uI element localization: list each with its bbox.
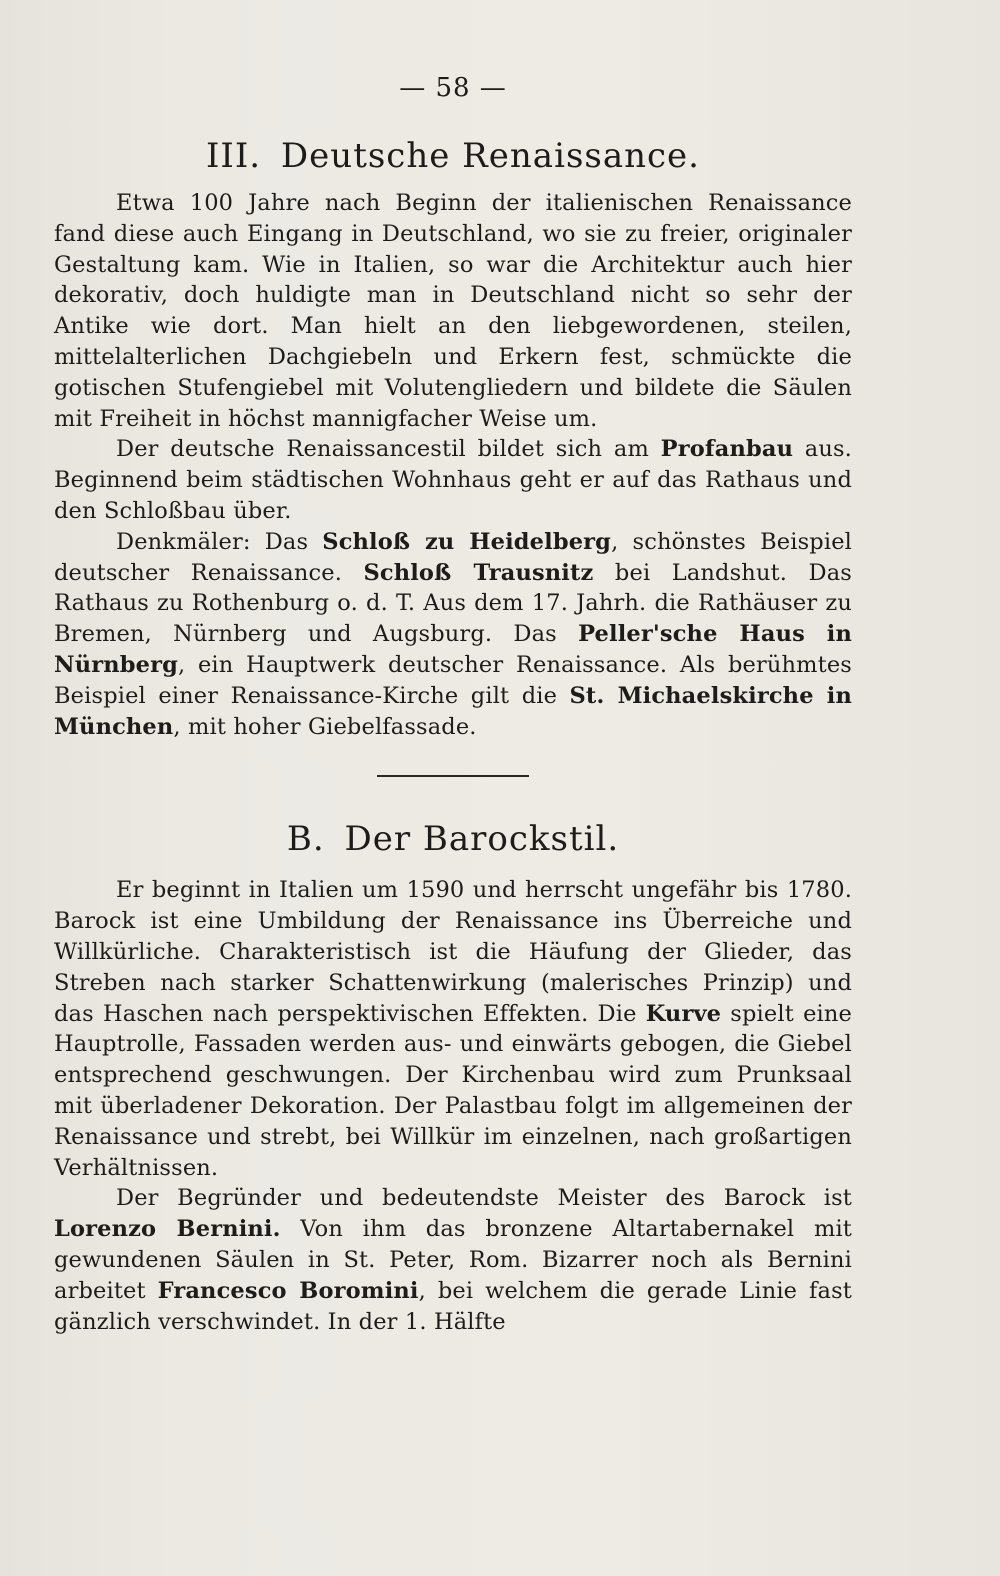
text-run: , ein Hauptwerk deutscher Renaissance. Als berühmtes Beispiel einer Renaissance-Kirche gilt die bbox=[54, 651, 852, 709]
emphasized-term: Kurve bbox=[645, 1000, 722, 1027]
text-run: Er beginnt in Italien um 1590 und herrscht ungefähr bis 1780. Barock ist eine Umbildung der Renaissance ins Überreiche und Willkürliche. Charakteristisch ist die Häufung der Glieder, das Streben nach starker Schattenwirkung (malerisches Prinzip) und das Haschen nach perspektivischen Effekten. Die bbox=[54, 877, 852, 1027]
text-run: , bei welchem die gerade Linie fast gänzlich verschwindet. In der 1. Hälfte bbox=[54, 1277, 852, 1335]
paragraph bbox=[54, 875, 852, 1183]
paragraph bbox=[54, 527, 852, 743]
text-run: Denkmäler: Das bbox=[116, 528, 323, 555]
section-title: Der Barockstil. bbox=[344, 819, 620, 860]
emphasized-term: Profanbau bbox=[660, 436, 794, 463]
text-run: , mit hoher Giebelfassade. bbox=[173, 713, 477, 740]
text-run: aus. Beginnend beim städtischen Wohnhaus geht er auf das Rathaus und den Schloßbau über. bbox=[54, 436, 852, 524]
text-run: Der deutsche Renaissancestil bildet sich am bbox=[116, 436, 661, 463]
section-numeral: III. bbox=[206, 136, 262, 176]
text-run: Der Begründer und bedeutendste Meister des Barock ist bbox=[116, 1185, 852, 1212]
section-letter: B. bbox=[286, 819, 325, 860]
emphasized-term: Schloß Trausnitz bbox=[363, 559, 594, 586]
text-run: bei Landshut. Das Rathaus zu Rothenburg o. d. T. Aus dem 17. Jahrh. die Rathäuser zu Bremen, Nürnberg und Augsburg. Das bbox=[54, 559, 852, 648]
section-divider bbox=[377, 775, 529, 777]
paragraph bbox=[54, 188, 852, 434]
emphasized-term: Francesco Boromini bbox=[157, 1277, 419, 1304]
text-run: , schönstes Beispiel deutscher Renaissance. bbox=[54, 528, 852, 586]
emphasized-term: Lorenzo Bernini. bbox=[54, 1216, 281, 1243]
emphasized-term: Schloß zu Heidelberg bbox=[322, 528, 612, 555]
section-title: Deutsche Renaissance. bbox=[280, 136, 700, 176]
section-heading-deutsche-renaissance bbox=[54, 134, 852, 178]
emphasized-term: St. Michaelskirche in München bbox=[54, 682, 852, 740]
text-run: spielt eine Hauptrolle, Fassaden werden aus- und einwärts gebogen, die Giebel entsprechend geschwungen. Der Kirchenbau wird zum Prunksaal mit überladener Dekoration. Der Palastbau folgt im allgemeinen der Renaissance und strebt, bei Willkür im einzelnen, nach großartigen Verhältnissen. bbox=[54, 1000, 852, 1181]
emphasized-term: Peller'sche Haus in Nürnberg bbox=[54, 621, 852, 678]
paragraph bbox=[54, 1183, 852, 1337]
section-heading-barockstil bbox=[54, 817, 852, 861]
paragraph bbox=[54, 434, 852, 526]
page-number: — 58 — bbox=[399, 73, 507, 103]
text-run: Von ihm das bronzene Altartabernakel mit gewundenen Säulen in St. Peter, Rom. Bizarrer noch als Bernini arbeitet bbox=[54, 1216, 852, 1304]
text-run: Etwa 100 Jahre nach Beginn der italienischen Renaissance fand diese auch Eingang in Deutschland, wo sie zu freier, originaler Gestaltung kam. Wie in Italien, so war die Architektur auch hier dekorativ, doch huldigte man in Deutschland nicht so sehr der Antike wie dort. Man hielt an den liebgewordenen, steilen, mittelalterlichen Dachgiebeln und Erkern fest, schmückte die gotischen Stufengiebel mit Volutengliedern und bildete die Säulen mit Freiheit in höchst mannigfacher Weise um. bbox=[54, 190, 852, 432]
